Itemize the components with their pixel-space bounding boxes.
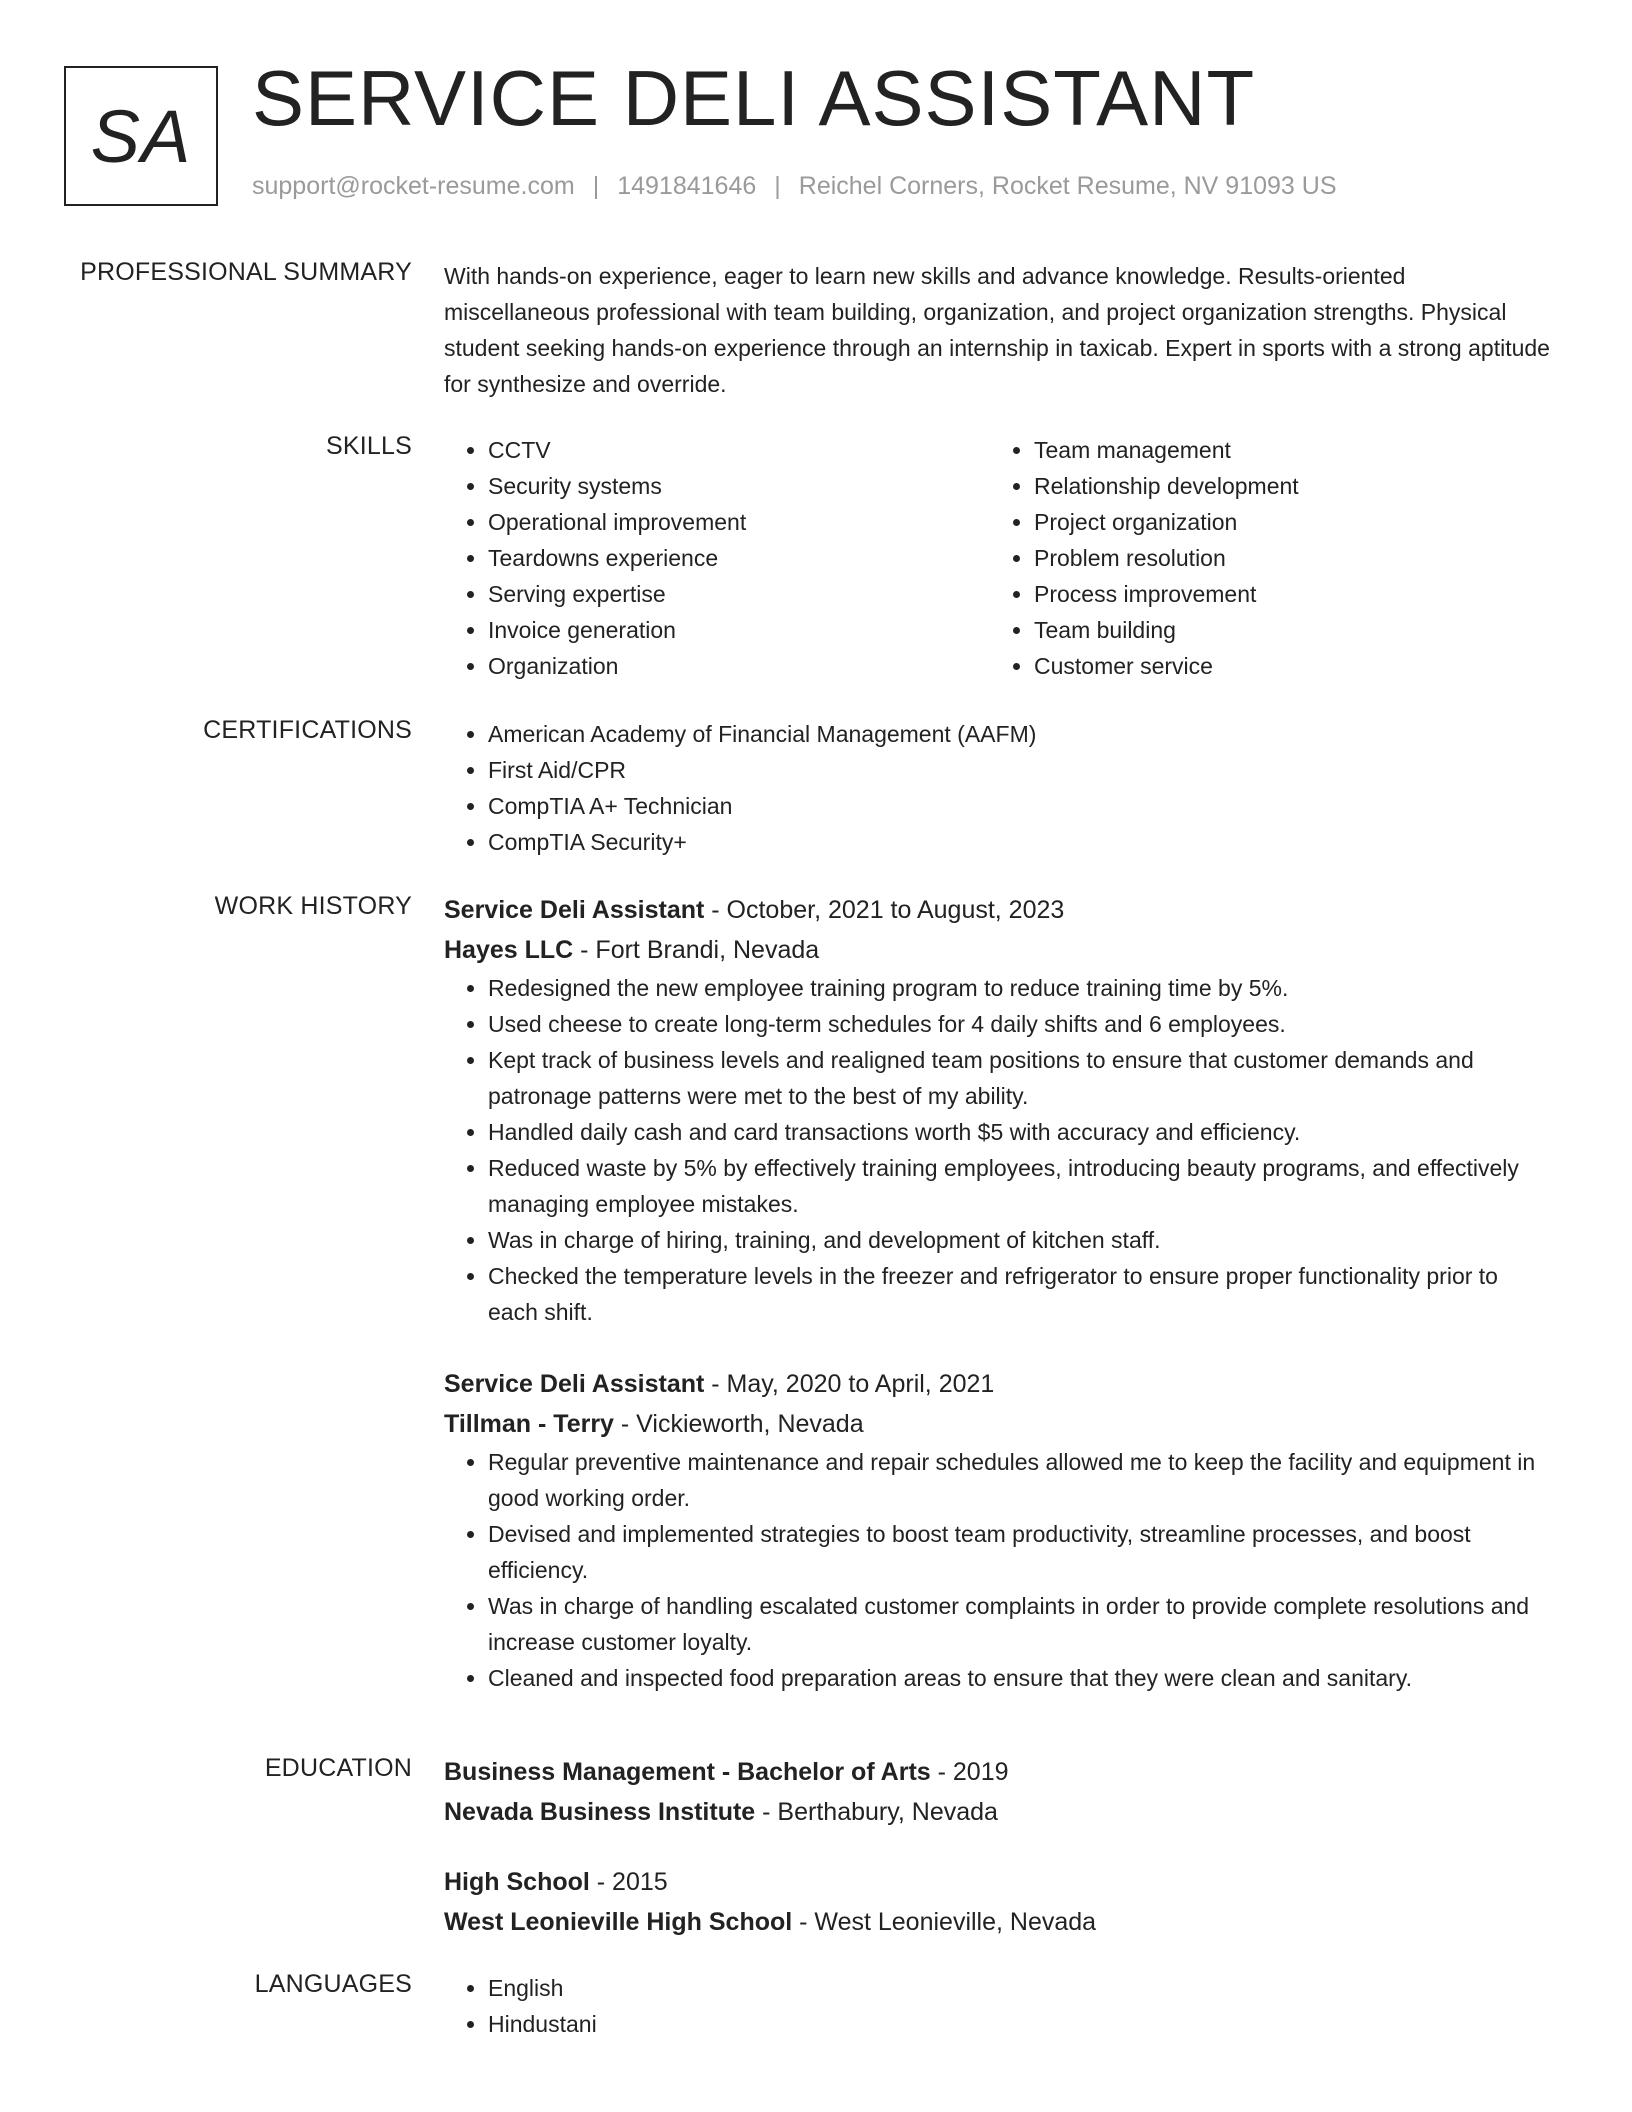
summary-body (444, 258, 1554, 402)
certification-item: • First Aid/CPR (488, 752, 1554, 788)
certification-item: • CompTIA A+ Technician (488, 788, 1554, 824)
certifications-list (444, 716, 1554, 860)
skill-item: • Project organization (1034, 504, 1536, 540)
job-bullet: • Redesigned the new employee training program to reduce training time by 5%. (488, 970, 1554, 1006)
job-company-line (444, 930, 1554, 970)
job-bullet-list (444, 1444, 1554, 1696)
section-label-languages: LANGUAGES (254, 1970, 412, 1998)
contact-line (252, 172, 1337, 201)
monogram-box: SA (64, 66, 218, 206)
job-company: Tillman - Terry (444, 1410, 614, 1438)
education-location: - Berthabury, Nevada (755, 1798, 998, 1826)
skill-item: • Operational improvement (488, 504, 990, 540)
skill-item: • Serving expertise (488, 576, 990, 612)
job-bullet: • Kept track of business levels and realigned team positions to ensure that customer demands and patronage patterns were met to the best of my ability. (488, 1042, 1554, 1114)
education-entry (444, 1862, 1554, 1942)
section-label-summary: PROFESSIONAL SUMMARY (80, 258, 412, 286)
language-item: • Hindustani (488, 2006, 1554, 2042)
job-bullet: • Regular preventive maintenance and repair schedules allowed me to keep the facility and equipment in good working order. (488, 1444, 1554, 1516)
section-label-education: EDUCATION (264, 1754, 412, 1782)
language-item: • English (488, 1970, 1554, 2006)
skill-item: • Team management (1034, 432, 1536, 468)
languages-list (444, 1970, 1554, 2042)
job-bullet: • Devised and implemented strategies to boost team productivity, streamline processes, and boost efficiency. (488, 1516, 1554, 1588)
education-location: - West Leonieville, Nevada (792, 1908, 1097, 1936)
education-year: - 2019 (930, 1758, 1009, 1786)
job-location: - Vickieworth, Nevada (613, 1410, 864, 1438)
education-degree: Business Management - Bachelor of Arts (444, 1758, 931, 1786)
certification-item: • CompTIA Security+ (488, 824, 1554, 860)
job-bullet: • Reduced waste by 5% by effectively training employees, introducing beauty programs, and effectively managing employee mistakes. (488, 1150, 1554, 1222)
job-bullet: • Handled daily cash and card transactions worth $5 with accuracy and efficiency. (488, 1114, 1554, 1150)
skills-list-left (444, 432, 990, 684)
job-entry (444, 1364, 1554, 1696)
education-degree-line (444, 1862, 1554, 1902)
contact-separator: | (592, 172, 600, 200)
skill-item: • Security systems (488, 468, 990, 504)
skill-item: • Invoice generation (488, 612, 990, 648)
languages-body (444, 1970, 1554, 2042)
education-school: West Leonieville High School (444, 1908, 793, 1936)
job-dates: - May, 2020 to April, 2021 (704, 1370, 995, 1398)
job-dates: - October, 2021 to August, 2023 (704, 896, 1065, 924)
job-title-line (444, 1364, 1554, 1404)
skill-item: • CCTV (488, 432, 990, 468)
skills-column-right (990, 432, 1536, 684)
education-school-line (444, 1902, 1554, 1942)
job-location: - Fort Brandi, Nevada (573, 936, 820, 964)
job-title-line (444, 890, 1554, 930)
job-bullet: • Checked the temperature levels in the freezer and refrigerator to ensure proper functionality prior to each shift. (488, 1258, 1554, 1330)
education-entry (444, 1752, 1554, 1832)
contact-phone: 1491841646 (617, 172, 757, 200)
section-label-certifications: CERTIFICATIONS (203, 716, 412, 744)
skills-list-right (990, 432, 1536, 684)
skill-item: • Relationship development (1034, 468, 1536, 504)
education-degree: High School (444, 1868, 590, 1896)
section-label-work-history: WORK HISTORY (214, 892, 412, 920)
skill-item: • Team building (1034, 612, 1536, 648)
certification-item: • American Academy of Financial Management (AAFM) (488, 716, 1554, 752)
education-year: - 2015 (589, 1868, 668, 1896)
education-body (444, 1752, 1554, 1942)
summary-text: With hands-on experience, eager to learn new skills and advance knowledge. Results-oriented miscellaneous professional with team building, organization, and project organization strengths. Physical student seeking hands-on experience through an internship in taxicab. Expert in sports with a strong aptitude for synthesize and override. (444, 263, 1550, 397)
job-company: Hayes LLC (444, 936, 574, 964)
job-entry (444, 890, 1554, 1330)
education-degree-line (444, 1752, 1554, 1792)
education-school: Nevada Business Institute (444, 1798, 756, 1826)
contact-email: support@rocket-resume.com (252, 172, 575, 200)
education-school-line (444, 1792, 1554, 1832)
job-bullet: • Used cheese to create long-term schedules for 4 daily shifts and 6 employees. (488, 1006, 1554, 1042)
section-label-skills: SKILLS (326, 432, 412, 460)
skills-body (444, 432, 1554, 684)
contact-separator: | (774, 172, 781, 200)
skill-item: • Problem resolution (1034, 540, 1536, 576)
resume-title: SERVICE DELI ASSISTANT (252, 54, 1256, 142)
contact-address: Reichel Corners, Rocket Resume, NV 91093 US (798, 172, 1337, 200)
work-history-body (444, 890, 1554, 1696)
certifications-body (444, 716, 1554, 860)
skill-item: • Organization (488, 648, 990, 684)
job-title: Service Deli Assistant (444, 896, 705, 924)
job-title: Service Deli Assistant (444, 1370, 705, 1398)
skills-grid (444, 432, 1554, 684)
skill-item: • Teardowns experience (488, 540, 990, 576)
job-bullet: • Cleaned and inspected food preparation areas to ensure that they were clean and sanitary. (488, 1660, 1554, 1696)
job-bullet: • Was in charge of handling escalated customer complaints in order to provide complete resolutions and increase customer loyalty. (488, 1588, 1554, 1660)
job-company-line (444, 1404, 1554, 1444)
job-bullet: • Was in charge of hiring, training, and development of kitchen staff. (488, 1222, 1554, 1258)
skill-item: • Process improvement (1034, 576, 1536, 612)
skill-item: • Customer service (1034, 648, 1536, 684)
job-bullet-list (444, 970, 1554, 1330)
skills-column-left (444, 432, 990, 684)
